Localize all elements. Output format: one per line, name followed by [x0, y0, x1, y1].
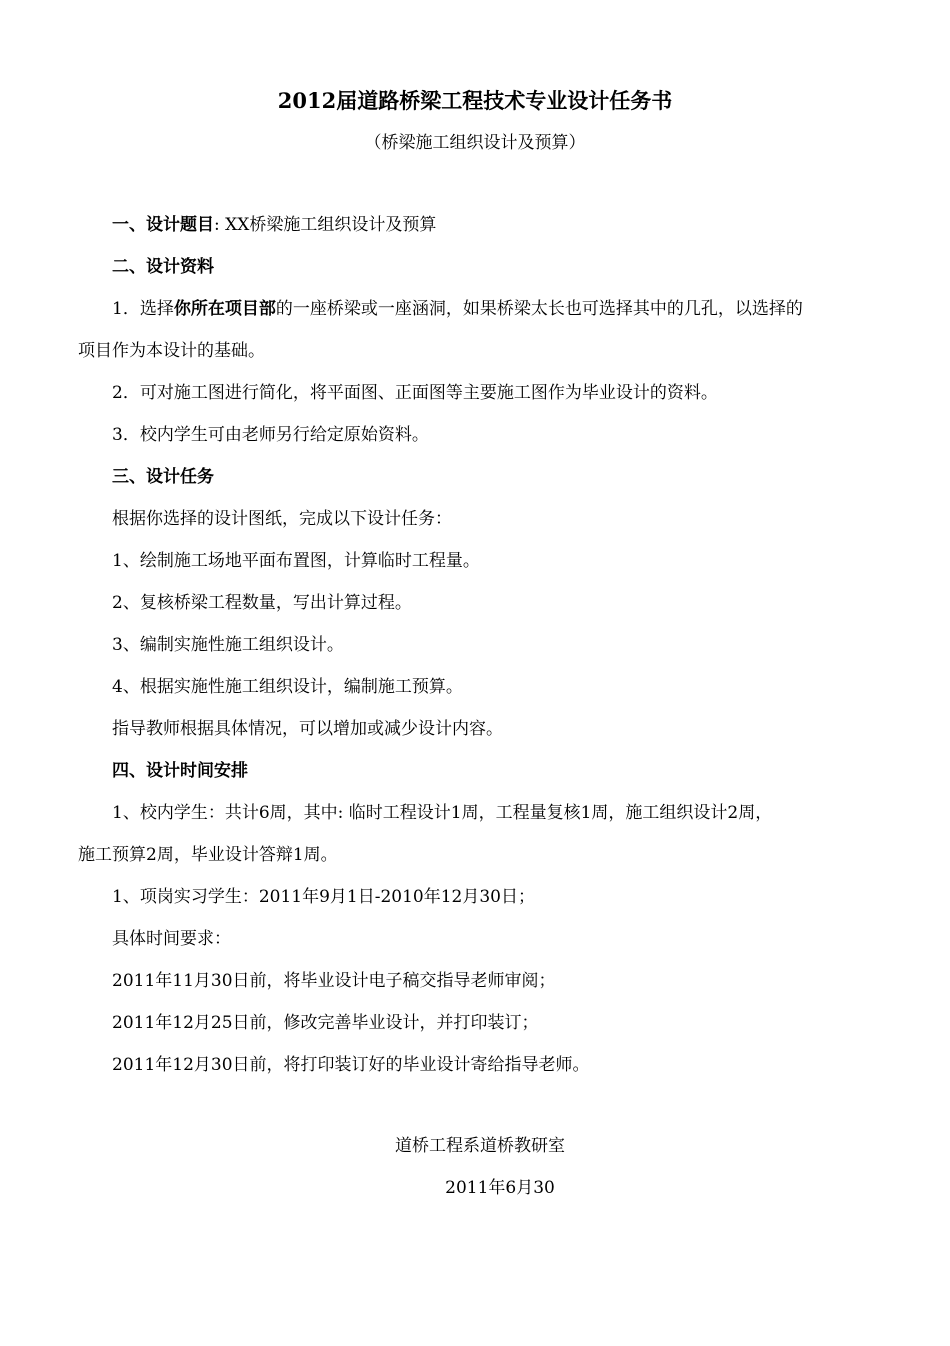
task-2: 2、复核桥梁工程数量，写出计算过程。	[112, 593, 412, 613]
task-4: 4、根据实施性施工组织设计，编制施工预算。	[112, 677, 463, 697]
schedule-1-continuation: 施工预算2周，毕业设计答辩1周。	[78, 845, 338, 865]
schedule-deadline-3: 2011年12月30日前，将打印装订好的毕业设计寄给指导老师。	[112, 1055, 590, 1075]
paragraph-1-bold: 你所在项目部	[173, 299, 276, 319]
paragraph-1-continuation: 项目作为本设计的基础。	[78, 341, 265, 361]
section-2-heading: 二、设计资料	[112, 257, 214, 277]
paragraph-3: 3．校内学生可由老师另行给定原始资料。	[112, 425, 429, 445]
section-1-text: : XX桥梁施工组织设计及预算	[214, 215, 437, 235]
section-4-heading: 四、设计时间安排	[112, 761, 248, 781]
signature-organization: 道桥工程系道桥教研室	[395, 1136, 565, 1156]
schedule-2: 1、项岗实习学生：2011年9月1日-2010年12月30日；	[112, 887, 535, 907]
task-intro: 根据你选择的设计图纸，完成以下设计任务：	[112, 509, 452, 529]
signature-date: 2011年6月30	[445, 1178, 555, 1198]
paragraph-2: 2．可对施工图进行简化，将平面图、正面图等主要施工图作为毕业设计的资料。	[112, 383, 718, 403]
paragraph-1-a: 1．选择	[112, 299, 174, 319]
paragraph-1-b: 的一座桥梁或一座涵洞，如果桥梁太长也可选择其中的几孔，以选择的	[275, 299, 803, 319]
schedule-deadline-1: 2011年11月30日前，将毕业设计电子稿交指导老师审阅；	[112, 971, 556, 991]
task-3: 3、编制实施性施工组织设计。	[112, 635, 344, 655]
section-1-line	[112, 212, 436, 238]
task-note: 指导教师根据具体情况，可以增加或减少设计内容。	[112, 719, 503, 739]
schedule-deadline-2: 2011年12月25日前，修改完善毕业设计，并打印装订；	[112, 1013, 539, 1033]
task-1: 1、绘制施工场地平面布置图，计算临时工程量。	[112, 551, 480, 571]
section-3-heading: 三、设计任务	[112, 467, 214, 487]
document-title: 2012届道路桥梁工程技术专业设计任务书	[277, 88, 673, 113]
section-1-heading: 一、设计题目	[112, 215, 214, 235]
paragraph-1	[112, 296, 803, 322]
schedule-1: 1、校内学生：共计6周，其中: 临时工程设计1周，工程量复核1周，施工组织设计2周，	[112, 803, 773, 823]
document-subtitle: （桥梁施工组织设计及预算）	[364, 133, 586, 153]
schedule-requirements: 具体时间要求：	[112, 929, 231, 949]
